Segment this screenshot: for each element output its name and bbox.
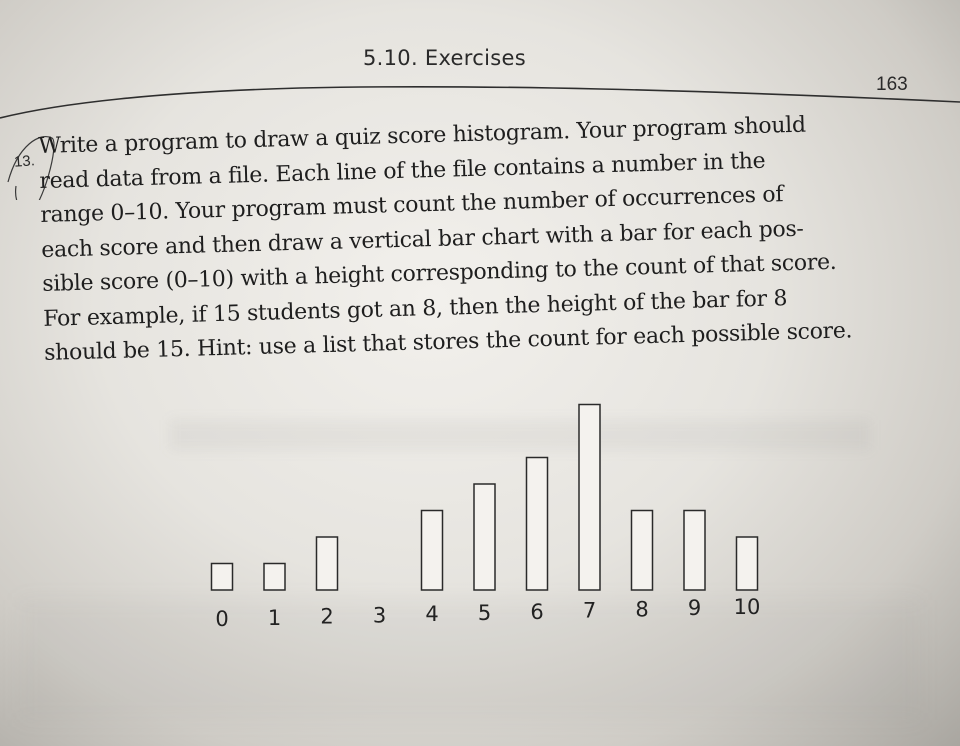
tick-label-8: 8 <box>635 597 649 622</box>
histogram-bar-7 <box>579 405 600 591</box>
histogram-bar-10 <box>737 537 758 590</box>
exercise-line: read data from a file. Each line of the file contains a number in the <box>39 148 766 194</box>
tick-label-2: 2 <box>320 604 334 629</box>
exercise-number: 13. <box>13 152 36 171</box>
tick-label-1: 1 <box>267 605 282 630</box>
exercise-line: Write a program to draw a quiz score histogram. Your program should <box>38 112 807 159</box>
tick-label-5: 5 <box>477 601 492 625</box>
histogram-bar-2 <box>317 537 338 590</box>
exercise-line: should be 15. Hint: use a list that stores the count for each possible score. <box>43 318 853 366</box>
histogram-bar-9 <box>684 511 705 591</box>
section-title: 5.10. Exercises <box>363 46 526 70</box>
histogram-bar-0 <box>212 564 233 591</box>
tick-label-10: 10 <box>733 595 761 619</box>
tick-label-0: 0 <box>215 607 229 631</box>
tick-label-3: 3 <box>372 603 387 628</box>
histogram-bar-4 <box>422 511 443 591</box>
tick-label-9: 9 <box>687 596 702 621</box>
histogram-bar-6 <box>527 458 548 591</box>
histogram-bar-1 <box>264 564 285 591</box>
tick-label-4: 4 <box>425 602 439 627</box>
exercise-line: sible score (0–10) with a height corresponding to the count of that score. <box>41 249 837 297</box>
exercise-line: For example, if 15 students got an 8, then the height of the bar for 8 <box>42 285 788 332</box>
tick-label-6: 6 <box>530 599 544 624</box>
quiz-score-histogram <box>195 395 765 645</box>
histogram-bar-8 <box>632 511 653 591</box>
page-number: 163 <box>876 74 908 95</box>
tick-label-7: 7 <box>582 598 597 623</box>
exercise-line: range 0–10. Your program must count the number of occurrences of <box>40 182 784 228</box>
exercise-text <box>38 106 894 371</box>
exercise-line: each score and then draw a vertical bar chart with a bar for each pos- <box>41 216 804 263</box>
histogram-bar-5 <box>474 484 495 590</box>
